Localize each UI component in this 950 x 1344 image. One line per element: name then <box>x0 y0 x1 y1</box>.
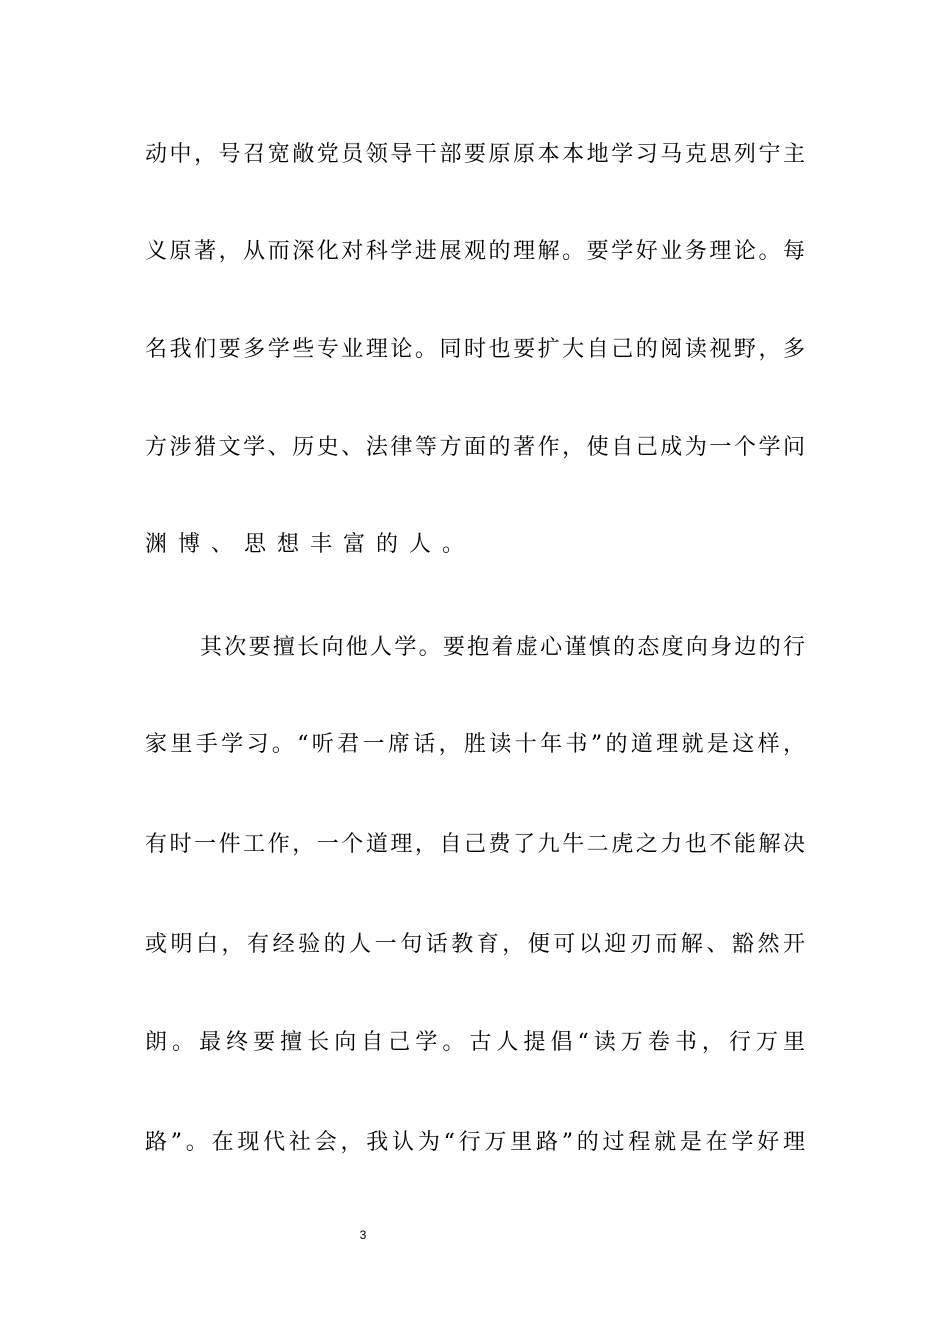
paragraph-line: 家里手学习。“听君一席话，胜读十年书”的道理就是这样， <box>145 732 805 757</box>
paragraph-line: 其次要擅长向他人学。要抱着虚心谨慎的态度向身边的行 <box>200 635 805 660</box>
paragraph-line: 名我们要多学些专业理论。同时也要扩大自己的阅读视野，多 <box>145 337 805 362</box>
paragraph-line: 或明白，有经验的人一句话教育，便可以迎刃而解、豁然开 <box>145 932 805 957</box>
paragraph-line: 朗。最终要擅长向自己学。古人提倡“读万卷书，行万里 <box>145 1030 805 1055</box>
paragraph-line: 动中，号召宽敞党员领导干部要原原本本地学习马克思列宁主 <box>145 142 805 167</box>
paragraph-line: 有时一件工作，一个道理，自己费了九牛二虎之力也不能解决 <box>145 832 805 857</box>
paragraph-line: 渊博、思想丰富的人。 <box>145 532 476 557</box>
paragraph-line: 方涉猎文学、历史、法律等方面的著作，使自己成为一个学问 <box>145 435 805 460</box>
paragraph-line: 路”。在现代社会，我认为“行万里路”的过程就是在学好理 <box>145 1130 805 1155</box>
paragraph-line: 义原著，从而深化对科学进展观的理解。要学好业务理论。每 <box>145 239 805 264</box>
page-number: 3 <box>359 1228 367 1242</box>
